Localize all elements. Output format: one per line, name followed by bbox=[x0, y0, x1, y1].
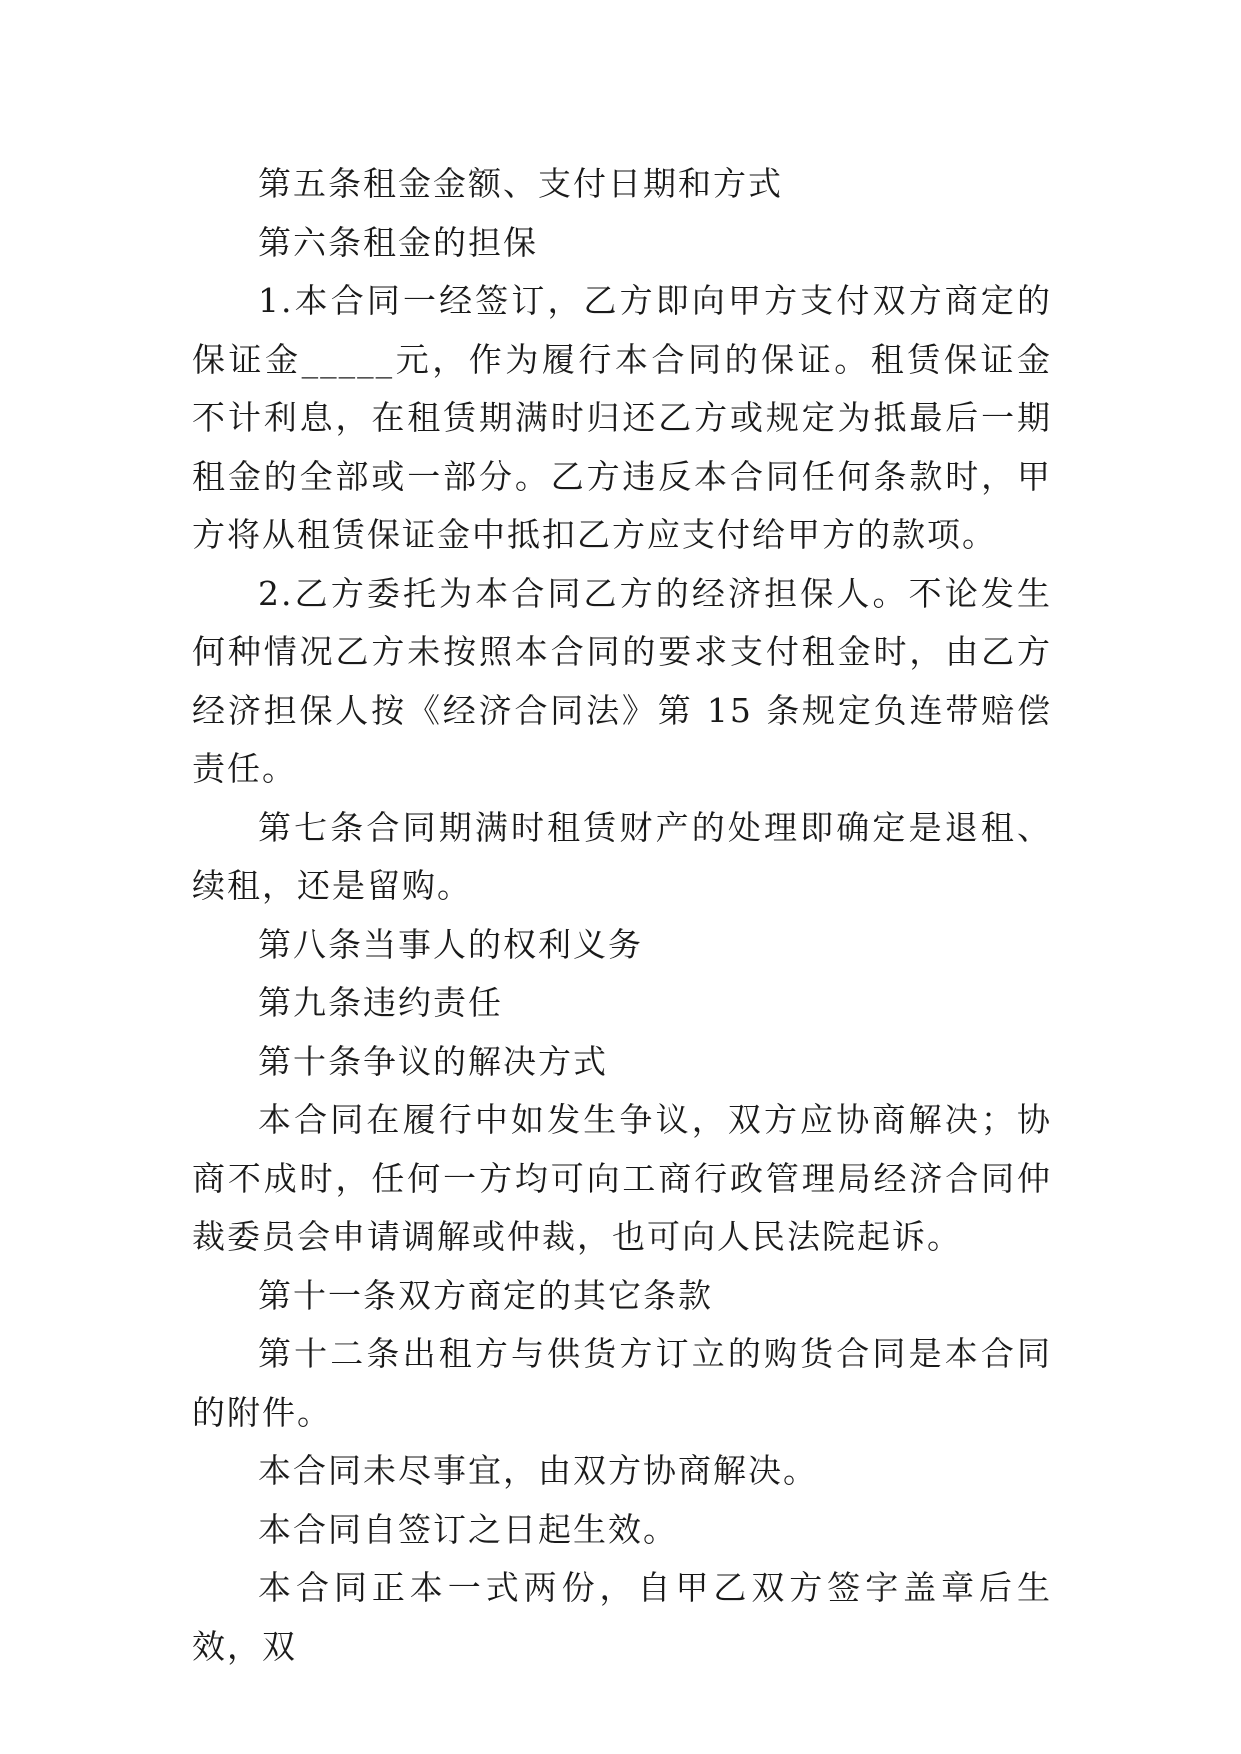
supplementary-clause: 本合同未尽事宜，由双方协商解决。 bbox=[258, 1451, 818, 1490]
article-9-heading: 第九条违约责任 bbox=[258, 983, 503, 1022]
article-6-heading: 第六条租金的担保 bbox=[258, 222, 538, 262]
article-6-clause-2: 2.乙方委托为本合同乙方的经济担保人。不论发生何种情况乙方未按照本合同的要求支付租金时，由乙方经济担保人按《经济合同法》第 15 条规定负连带赔偿责任。 bbox=[192, 573, 1052, 788]
article-10-body: 本合同在履行中如发生争议，双方应协商解决；协商不成时，任何一方均可向工商行政管理局经济合同仲裁委员会申请调解或仲裁，也可向人民法院起诉。 bbox=[192, 1100, 1052, 1256]
copies-clause: 本合同正本一式两份，自甲乙双方签字盖章后生效，双 bbox=[192, 1568, 1052, 1666]
article-12-heading: 第十二条出租方与供货方订立的购货合同是本合同的附件。 bbox=[192, 1334, 1052, 1432]
article-5-heading: 第五条租金金额、支付日期和方式 bbox=[258, 164, 783, 203]
article-7-heading: 第七条合同期满时租赁财产的处理即确定是退租、续租，还是留购。 bbox=[192, 807, 1052, 905]
effective-clause: 本合同自签订之日起生效。 bbox=[258, 1509, 678, 1549]
document-body bbox=[192, 155, 1052, 1676]
article-10-heading: 第十条争议的解决方式 bbox=[258, 1041, 608, 1081]
article-11-heading: 第十一条双方商定的其它条款 bbox=[258, 1275, 713, 1315]
article-6-clause-1: 1.本合同一经签订，乙方即向甲方支付双方商定的保证金_____元，作为履行本合同的保证。租赁保证金不计利息，在租赁期满时归还乙方或规定为抵最后一期租金的全部或一部分。乙方违反本合同任何条款时，甲方将从租赁保证金中抵扣乙方应支付给甲方的款项。 bbox=[192, 281, 1052, 554]
article-8-heading: 第八条当事人的权利义务 bbox=[258, 924, 643, 964]
